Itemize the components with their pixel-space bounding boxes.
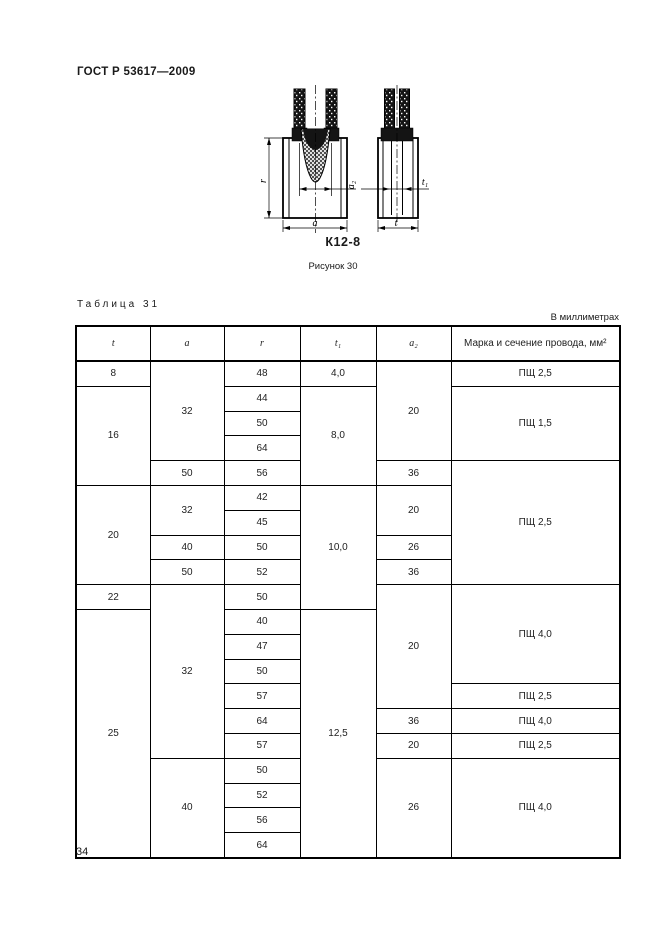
cell-a: 32 [150,485,224,535]
cell-a2: 26 [376,758,451,858]
cell-r: 64 [224,833,300,858]
cell-a: 50 [150,560,224,585]
units-note: В миллиметрах [550,312,619,323]
cell-t1: 4,0 [300,361,376,386]
figure-30 [253,85,473,237]
column-header-r: r [224,326,300,361]
cell-r: 50 [224,411,300,436]
cell-a2: 36 [376,560,451,585]
cell-a: 50 [150,461,224,486]
cell-mark: ПЩ 2,5 [451,361,620,386]
cell-a2: 20 [376,585,451,709]
cell-mark: ПЩ 2,5 [451,684,620,709]
cell-a2: 20 [376,733,451,758]
cell-a: 32 [150,585,224,759]
cell-r: 47 [224,634,300,659]
cell-t: 20 [76,485,150,584]
dim-label-a: a [312,218,318,229]
column-header-a2: a₂ [376,326,451,361]
cell-a2: 26 [376,535,451,560]
cell-mark: ПЩ 2,5 [451,461,620,585]
cell-r: 64 [224,436,300,461]
cell-r: 42 [224,485,300,510]
cell-r: 50 [224,659,300,684]
cell-r: 57 [224,684,300,709]
brush-front-view [264,85,356,233]
table-body [76,361,620,858]
dimensions-table [75,325,621,859]
dim-label-a2: a₂ [346,180,357,190]
cell-a2: 36 [376,709,451,734]
cell-r: 52 [224,560,300,585]
brush-side-view [361,85,429,232]
cell-r: 57 [224,733,300,758]
brush-technical-drawing [253,85,473,237]
cell-a: 40 [150,535,224,560]
cell-r: 50 [224,758,300,783]
figure-brush-type-label: К12-8 [325,235,361,249]
cell-t: 22 [76,585,150,610]
figure-caption: Рисунок 30 [308,261,358,272]
cell-t: 25 [76,609,150,857]
cell-t: 8 [76,361,150,386]
cell-t1: 12,5 [300,609,376,857]
cell-r: 40 [224,609,300,634]
cell-mark: ПЩ 4,0 [451,709,620,734]
cell-r: 50 [224,585,300,610]
cell-t1: 8,0 [300,386,376,485]
dim-label-t: t [394,218,398,229]
column-header-mark: Марка и сечение провода, мм² [451,326,620,361]
cell-mark: ПЩ 2,5 [451,733,620,758]
standard-header: ГОСТ Р 53617—2009 [77,66,196,78]
cell-mark: ПЩ 1,5 [451,386,620,460]
cell-a: 32 [150,361,224,461]
cell-r: 44 [224,386,300,411]
cell-r: 52 [224,783,300,808]
table-title: Таблица 31 [77,299,161,310]
table-row [76,361,620,386]
cell-t: 16 [76,386,150,485]
page-number: 34 [76,846,89,858]
cell-r: 45 [224,510,300,535]
cell-mark: ПЩ 4,0 [451,585,620,684]
cell-r: 56 [224,461,300,486]
cell-r: 50 [224,535,300,560]
cell-a2: 20 [376,485,451,535]
dim-label-t1: t₁ [421,177,429,188]
cell-a2: 36 [376,461,451,486]
column-header-t: t [76,326,150,361]
table-header-row [76,326,620,361]
cell-a2: 20 [376,361,451,461]
column-header-a: a [150,326,224,361]
cell-t1: 10,0 [300,485,376,609]
cell-mark: ПЩ 4,0 [451,758,620,858]
cell-r: 64 [224,709,300,734]
cell-r: 48 [224,361,300,386]
cell-r: 56 [224,808,300,833]
column-header-t1: t₁ [300,326,376,361]
dim-label-r: r [258,179,269,183]
cell-a: 40 [150,758,224,858]
